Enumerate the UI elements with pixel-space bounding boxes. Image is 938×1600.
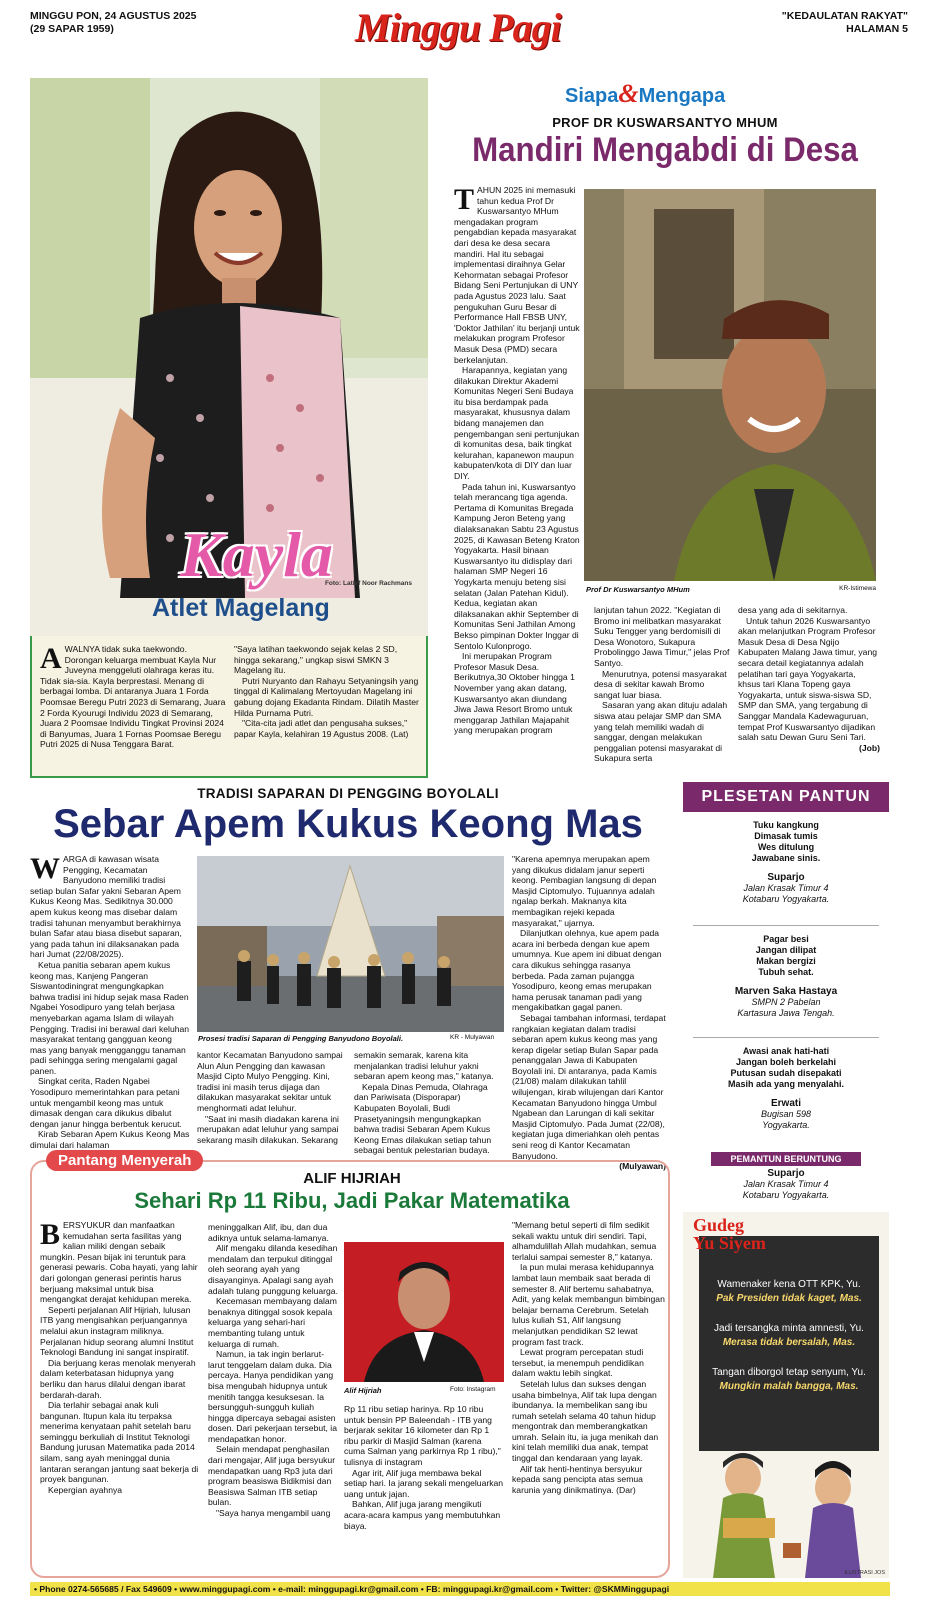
saparan-illustration xyxy=(197,856,504,1032)
pantang-col2-p1: meninggalkan Alif, ibu, dan dua adiknya untuk selama-lamanya. xyxy=(208,1222,329,1243)
saparan-photo-credit: KR - Mulyawan xyxy=(450,1034,495,1041)
masthead-logo: Minggu Pagi xyxy=(355,5,561,50)
pantang-col3-p2: Agar irit, Alif juga membawa bekal setiap hari. Ia jarang sekali mengeluarkan uang untuk jajan. xyxy=(344,1467,504,1499)
saparan-col1-p1 xyxy=(30,854,190,960)
saparan-col2-p2: "Saat ini masih diadakan karena ini merupakan adat leluhur yang sampai sekarang masih dilakukan. Sekarang xyxy=(197,1113,339,1145)
siapa-headline: Mandiri Mengabdi di Desa xyxy=(472,131,858,169)
siapa-col-2 xyxy=(594,605,730,773)
siapa-col3-p2: Untuk tahun 2026 Kuswarsantyo akan melanjutkan Program Profesor Masuk Desa di Desa Ngijo Kabupaten Malang Jawa timur, yang secara detail kegiatannya adalah pelatihan tari gaya Yogyakarta, khsus tari Klana Topeng gaya Yogyakarta, untuk siswa-siswa SD, SMP dan SMA, yang tergabung di Sanggar Mandala Kadewaguruan, tempat Prof Kuswarsantyo dijadikan salah satu Dewan Guru Seni Tari. xyxy=(738,615,878,743)
siapa-col1-p4: Ini merupakan Program Profesor Masuk Desa. Berikutnya,30 Oktober hingga 1 November yang akan datang, Kuswarsantyo akan diundang Jiwa Jawa Resort Bromo untuk menggarap Jathilan Majapahit yang merupakan program xyxy=(454,651,575,736)
pantun-2-address-1: SMPN 2 Pabelan xyxy=(751,997,821,1007)
saparan-kicker: TRADISI SAPARAN DI PENGGING BOYOLALI xyxy=(197,786,499,801)
pantun-1-address-2: Kotabaru Yogyakarta. xyxy=(742,894,830,904)
pantun-1-author: Suparjo xyxy=(767,872,805,883)
kuswarsantyo-illustration xyxy=(584,189,876,581)
pantang-col-2 xyxy=(208,1222,338,1576)
pantang-col4-p4: Setelah lulus dan sukses dengan usaha bimbelnya, Alif tak lupa dengan ibundanya. Ia membelikan sang ibu rumah setelah selama 40 tahun hidup mengontrak dan memberangkatkan umrah. Selain itu, ia juga menikah dan kini telah memiliki dua anak, tempat tinggal dan kendaraan yang layak. xyxy=(512,1378,659,1464)
pantun-2-line-3: Makan bergizi xyxy=(756,956,816,966)
masthead-right-line2: HALAMAN 5 xyxy=(846,23,908,35)
pantang-col1-p4: Dia terlahir sebagai anak kuli bangunan. Itupun kala itu terpaksa menerima kenyataan pahit setelah baru seminggu berkuliah di Institut Teknologi Bandung jurusan Matematika pada 2014 silam, sang ayah meninggal dunia lantaran serangan jantung saat bekerja di proyek bangunan. xyxy=(40,1400,199,1485)
pantun-winner-label: PEMANTUN BERUNTUNG xyxy=(711,1152,861,1166)
saparan-col-3 xyxy=(354,1050,504,1156)
pantang-col2-p5: Selain mendapat penghasilan dari mengajar, Alif juga bersyukur mendapatkan uang Rp3 juta dari program beasiswa Bidikmisi dan Beasiswa Salman ITB setiap bulan. xyxy=(208,1444,336,1508)
saparan-photo xyxy=(197,856,504,1032)
gudeg-q-3: Tangan diborgol tetap senyum, Yu. xyxy=(712,1367,866,1378)
pantun-3-line-1: Awasi anak hati-hati xyxy=(742,1046,830,1056)
alif-illustration xyxy=(344,1242,504,1382)
pantang-col1-p1 xyxy=(40,1220,200,1305)
saparan-sign: (Mulyawan) xyxy=(619,1161,666,1172)
kayla-dropcap: A xyxy=(40,642,62,675)
siapa-col1-p1-text: AHUN 2025 ini memasuki tahun kedua Prof Dr Kuswarsantyo MHum mengadakan program pengabdian kepada masyarakat dari desa ke desa secara mandiri. Hal itu sebagai implementasi diraihnya Gelar Kehormatan sebagai Profesor Bidang Seni Pertunjukan di UNY pada Agustus 2023 lalu. Saat pengukuhan Guru Besar di Performance Hall FBSB UNY, 'Doktor Jathilan' itu berjanji untuk melakukan program Profesor Masuk Desa (PMD) secara berkelanjutan. xyxy=(454,185,580,365)
kayla-col2-p1: "Saya latihan taekwondo sejak kelas 2 SD, hingga sekarang," ungkap siswi SMKN 3 Magelang itu. xyxy=(234,644,398,676)
gudeg-a-1: Pak Presiden tidak kaget, Mas. xyxy=(716,1293,862,1304)
masthead-right-line1: "KEDAULATAN RAKYAT" xyxy=(781,10,908,22)
saparan-col-4 xyxy=(512,854,666,1172)
siapa-sign: (Job) xyxy=(858,742,880,753)
saparan-col2-p1: kantor Kecamatan Banyudono sampai Alun Alun Pengging dan kawasan Masjid Cipto Mulyo Pengging. Kini, tradisi ini masih terus dijaga dan dilakukan masyarakat sekitar untuk menghormati adat leluhur. xyxy=(197,1050,343,1113)
saparan-col-1 xyxy=(30,852,190,1151)
saparan-col4-p2: Dilanjutkan olehnya, kue apem pada acara ini berbeda dengan kue apem umumnya. Kue apem ini dibuat dengan cara dikukus sehingga rasanya berbeda. Pada zaman pujangga Yosodipuro, keong emas merupakan hama perusak tanaman padi yang mengakibatkan gagal panen. xyxy=(512,928,662,1013)
pantun-winner xyxy=(683,1168,889,1201)
gudeg-title xyxy=(693,1216,766,1252)
kayla-col2-p2: Putri Nuryanto dan Rahayu Setyaningsih yang tinggal di Kalimalang Mertoyudan Magelang ini gabung dojang Ekadanta Rindam. Dilatih Master Hilda Purnama Putri. xyxy=(234,675,419,718)
saparan-col4-p3: Sebagai tambahan informasi, terdapat rangkaian kegiatan dalam tradisi sebaran apem kukus keong mas yang kerap digelar setiap Bulan Sapar pada penanggalan Jawa di Kabupaten Boyolali ini. Di antaranya, pada Kamis (21/08) malam dilakukan tahlil wilujengan, kirab wilujengan dari Kantor Kecamatan Banyudono hingga Umbul Ngabean dan Larungan di kali sekitar Masjid Ciptomulyo. Pada Jumat (22/08), kegiatan juga dimeriahkan oleh pentas seni reog di Kantor Kecamatan Banyudono. xyxy=(512,1012,666,1161)
pantang-section xyxy=(30,1152,670,1578)
pantang-col1-p5: Kepergian ayahnya xyxy=(48,1484,123,1495)
kayla-photo-credit: Foto: Latief Noor Rachmans xyxy=(324,580,412,587)
gudeg-a-3: Mungkin malah bangga, Mas. xyxy=(719,1381,859,1392)
pantun-3-address-1: Bugisan 598 xyxy=(760,1109,812,1119)
kayla-col-2 xyxy=(234,644,420,774)
pantun-2-address-2: Kartasura Jawa Tengah. xyxy=(737,1008,835,1018)
pantang-col1-p2: Seperti perjalanan Alif Hijriah, lulusan ITB yang mengisahkan perjuangannya melalui akun instagram miliknya. Perjalanan hidup seorang alumni Institut Teknologi Bandung ini sangat inspiratif. xyxy=(40,1304,194,1358)
siapa-col2-p2: Menurutnya, potensi masyarakat desa di sekitar kawah Bromo sangat luar biasa. xyxy=(594,668,727,700)
siapa-col-1 xyxy=(454,185,580,775)
pantun-winner-address-2: Kotabaru Yogyakarta. xyxy=(742,1190,830,1200)
kayla-subtitle: Atlet Magelang xyxy=(152,594,330,622)
gudeg-dialog xyxy=(699,1278,879,1394)
siapa-photo-caption: Prof Dr Kuswarsantyo MHum xyxy=(586,585,690,594)
pantun-entry-3 xyxy=(683,1046,889,1131)
pantang-col1-p1-text: ERSYUKUR dan manfaatkan kemudahan serta fasilitas yang kalian miliki dengan sebaik mungkin. Pesan bijak ini teruntuk para generasi pewaris. Coba hayati, yang lahir dari golongan generasi perintis harus berjuang maksimal untuk bisa mengangkat derajat kehidupan mereka. xyxy=(40,1220,198,1305)
gudeg-title-2: Yu Siyem xyxy=(693,1233,766,1253)
siapa-col1-p1 xyxy=(454,185,580,365)
kayla-photo xyxy=(30,78,428,638)
saparan-dropcap: W xyxy=(30,852,60,885)
siapa-col-3 xyxy=(738,605,880,773)
pantang-rubric: Pantang Menyerah xyxy=(46,1150,203,1171)
siapa-dropcap: T xyxy=(454,183,475,216)
masthead-date-line1: MINGGU PON, 24 AGUSTUS 2025 xyxy=(30,10,197,22)
footer-text: • Phone 0274-565685 / Fax 549609 • www.minggupagi.com • e-mail: minggupagi.kr@gmail.com • FB: minggupagi.kr@gmail.com • Twitter: @SKMMinggupagi xyxy=(34,1584,670,1594)
gudeg-q-1: Wamenaker kena OTT KPK, Yu. xyxy=(717,1279,861,1290)
pantun-divider-1 xyxy=(693,925,879,926)
saparan-photo-caption: Prosesi tradisi Saparan di Pengging Banyudono Boyolali. xyxy=(198,1034,404,1043)
gudeg-illustration xyxy=(683,1448,889,1578)
saparan-headline: Sebar Apem Kukus Keong Mas xyxy=(53,802,643,846)
kayla-name-title: Kayla xyxy=(180,519,333,590)
pantun-winner-address-1: Jalan Krasak Timur 4 xyxy=(743,1179,829,1189)
siapa-col3-p1: desa yang ada di sekitarnya. xyxy=(738,605,848,615)
siapa-kicker: PROF DR KUSWARSANTYO MHUM xyxy=(552,115,778,130)
siapa-mengapa-section xyxy=(440,79,890,775)
kayla-col-1 xyxy=(40,644,226,774)
saparan-col1-p2: Ketua panitia sebaran apem kukus keong mas, Kanjeng Pangeran Siswantodiningrat mengungkapkan bahwa tradisi ini hidup sejak masa Raden Ngabei Yosodipuro yang telah berjasa menyebarkan agama Islam di wilayah Pengging. Tradisi ini berawal dari keluhan masyarakat tentang gangguan keong mas yang banyak mengganggu tanaman padi sehingga sering mengalami gagal panen. xyxy=(30,959,190,1076)
masthead-date xyxy=(30,10,197,36)
pantun-2-line-1: Pagar besi xyxy=(763,934,809,944)
pantun-3-address-2: Yogyakarta. xyxy=(762,1120,810,1130)
masthead-right xyxy=(782,10,908,36)
pantun-rubric: PLESETAN PANTUN xyxy=(683,782,889,812)
pantang-col4-p2: Ia pun mulai merasa kehidupannya lambat laun membaik saat berada di semester 8. Alif bertemu sahabatnya, Adit, yang kelak membangun bimbingan belajar bernama Cerebrum. Setelah lulus kuliah S1, Alif langsung melanjutkan pendidikan S2 lewat program fast track. xyxy=(512,1262,665,1347)
pantun-entry-2 xyxy=(683,934,889,1019)
pantang-col2-p4: Namun, ia tak ingin berlarut-larut tenggelam dalam duka. Dia percaya. Hanya pendidikan yang bisa mengubah hidupnya untuk menitih tangga kesuksesan. Ia bersungguh-sungguh kuliah hingga dipercaya sebagai asisten dosen. Dari pekerjaan tersebut, ia mendapatkan honor. xyxy=(208,1349,337,1444)
pantun-2-line-2: Jangan dilipat xyxy=(755,945,817,955)
siapa-col1-p3: Pada tahun ini, Kuswarsantyo telah merancang tiga agenda. Pertama di Komunitas Bregada Kampung Jeron Beteng yang dialaksanakan Sabtu 23 Agustus 2025, di Kawasan Beteng Kraton Yogyakarta. Hasil binaan Kuswarsantyo itu didisplay dari halaman SMP Negeri 16 Yogykarta menuju beteng sisi selatan (Jalan Patehan Kidul). Kedua, kegiatan akan dilaksanakan akhir September di Komunitas Seni Jathilan Among Bekso pimpinan Dokter Inggar di Sentolo Kulonprogo. xyxy=(454,481,580,651)
siapa-col2-p3: Sasaran yang akan dituju adalah siswa atau pelajar SMP dan SMA yang telah memiliki wadah di sanggar, dengan melakukan penggalian potensi masyarakat di Sukapura serta xyxy=(594,700,728,764)
pantang-col3-p1: Rp 11 ribu setiap harinya. Rp 10 ribu untuk bensin PP Baleendah - ITB yang berjarak sekitar 16 kilometer dan Rp 1 ribu parkir di Masjid Salman (karena cuma Salman yang parkirnya Rp 1 ribu)," tulisnya di instagram xyxy=(344,1404,501,1467)
saparan-col1-p4: Kirab Sebaran Apem Kukus Keong Mas dimulai dari halaman xyxy=(30,1129,190,1151)
pantang-kicker: ALIF HIJRIAH xyxy=(303,1170,401,1187)
gudeg-title-1: Gudeg xyxy=(693,1215,745,1235)
pantun-divider-2 xyxy=(693,1037,879,1038)
siapa-rubric-a: Siapa xyxy=(565,85,619,107)
pantun-3-author: Erwati xyxy=(770,1098,801,1109)
pantang-col2-p2: Alif mengaku dilanda kesedihan mendalam dan terpukul ditinggal oleh seorang ayah yang disayanginya. Apalagi sang ayah adalah tulang punggung keluarga. xyxy=(208,1243,338,1296)
pantun-1-line-2: Dimasak tumis xyxy=(754,831,818,841)
alif-photo xyxy=(344,1242,504,1382)
saparan-col1-p1-text: ARGA di kawasan wisata Pengging, Kecamatan Banyudono memiliki tradisi setiap bulan Safar yakni Sebaran Apem Kukus Keong Mas. Sedikitnya 30.000 apem kukus keong mas disebar dalam tradisi tahunan menyambut berakhirnya bulan Safar atau biasa disebut saparan, yang pada tahun ini dilaksanakan pada hari Jumat (22/08/2025). xyxy=(30,854,182,960)
pantun-3-line-4: Masih ada yang menyalahi. xyxy=(727,1079,845,1089)
pantun-entry-1 xyxy=(683,820,889,905)
siapa-col2-p1: lanjutan tahun 2022. "Kegiatan di Bromo ini melibatkan masyarakat Suku Tengger yang berdomisili di Desa Wonotoro, Sukapura Probolinggo Jawa Timur," jelas Prof Santyo. xyxy=(594,605,730,668)
pantang-dropcap: B xyxy=(40,1218,61,1251)
pantun-1-line-3: Wes ditulung xyxy=(757,842,815,852)
kayla-col1-text: WALNYA tidak suka taekwondo. Dorongan keluarga membuat Kayla Nur Juveyna menggeluti olahraga keras itu. Tidak sia-sia. Kayla berprestasi. Menang di berbagai lomba. Di antaranya Juara 1 Forda Poomsae Beregu Putri 2023 di Semarang, Juara 2 Forda Kyourugi Individu 2023 di Semarang, Juara 2 Poomsae Individu Tingkat Provinsi 2024 di Banyumas, Juara 1 Fornas Poomsae Beregu Putri 2025 di Nusa Tenggara Barat. xyxy=(40,644,226,750)
pantang-headline: Sehari Rp 11 Ribu, Jadi Pakar Matematika xyxy=(134,1188,570,1213)
pantun-3-line-2: Jangan boleh berkelahi xyxy=(735,1057,837,1067)
gudeg-q-2: Jadi tersangka minta amnesti, Yu. xyxy=(714,1323,864,1334)
gudeg-credit: ILUSTRASI JOS xyxy=(844,1570,885,1576)
saparan-col4-p1: "Karena apemnya merupakan apem yang dikukus didalam janur seperti keong. Pembagian langsung di depan Masjid Ciptomulyo. Tujuannya adalah ngalap berkah. Maknanya kita membagikan rejeki kepada masyarakat," ujarnya. xyxy=(512,854,657,928)
pantang-col3-p3: Bahkan, Alif juga jarang mengikuti acara-acara kampus yang membutuhkan biaya. xyxy=(344,1499,501,1531)
pantun-2-author: Marven Saka Hastaya xyxy=(734,986,838,997)
gudeg-section xyxy=(683,1212,889,1578)
pantang-photo-credit: Foto: Instagram xyxy=(450,1386,496,1393)
pantang-col4-p3: Lewat program percepatan studi tersebut, ia menempuh pendidikan dalam waktu lebih singkat. xyxy=(512,1347,644,1379)
pantun-winner-name: Suparjo xyxy=(767,1168,805,1179)
masthead-date-line2: (29 SAPAR 1959) xyxy=(30,23,114,35)
kayla-col2-p3: "Cita-cita jadi atlet dan pengusaha sukses," papar Kayla, kelahiran 19 Agustus 2008. (Lat) xyxy=(234,718,409,739)
pantang-col-1 xyxy=(40,1220,200,1576)
pantang-col2-p6: "Saya hanya mengambil uang xyxy=(216,1508,331,1519)
siapa-rubric-b: Mengapa xyxy=(638,85,726,107)
siapa-rubric xyxy=(565,79,725,109)
pantang-photo-caption: Alif Hijriah xyxy=(344,1386,382,1395)
pantang-col-4 xyxy=(512,1220,666,1576)
gudeg-a-2: Merasa tidak bersalah, Mas. xyxy=(722,1337,856,1348)
siapa-col1-p2: Harapannya, kegiatan yang dilakukan Direktur Akademi Komunitas Negeri Seni Budaya itu bisa berdampak pada masyarakat, khususnya dalam bidang manajemen dan pengembangan seni pertunjukan di komunitas desa, baik tingkat kelurahan, kapanewon maupun kabupaten/kota di DIY dan luar DIY. xyxy=(454,365,580,482)
pantun-1-line-1: Tuku kangkung xyxy=(753,820,819,830)
saparan-col-2 xyxy=(197,1050,347,1146)
pantang-col4-p5: Alif tak henti-hentinya bersyukur kepada sang pencipta atas semua karunia yang dinikmatinya. (Dar) xyxy=(512,1463,643,1495)
kayla-article-box xyxy=(30,636,428,778)
kuswarsantyo-photo xyxy=(584,189,876,581)
pantang-col4-p1: "Memang betul seperti di film sedikit sekali waktu untuk diri sendiri. Tapi, alhamdulillah Allah mudahkan, semua terlalui sampai semester 8," katanya. xyxy=(512,1220,657,1262)
pantun-section xyxy=(683,782,889,1202)
pantun-2-line-4: Tubuh sehat. xyxy=(758,967,814,977)
saparan-col3-p1: semakin semarak, karena kita menjalankan tradisi leluhur yakni sebaran apem keong mas," katanya. xyxy=(354,1050,494,1082)
pantun-1-line-4: Jawabane sinis. xyxy=(751,853,821,863)
saparan-col3-p2: Kepala Dinas Pemuda, Olahraga dan Pariwisata (Disporapar) Kabupaten Boyolali, Budi Prasetyaningsih mengungkapkan bahwa tradisi Sebaran Apem Kukus Keong Emas dilakukan setiap tahun sebagai bentuk pelestarian budaya. xyxy=(354,1081,492,1156)
footer-bar xyxy=(30,1582,890,1596)
saparan-col1-p3: Singkat cerita, Raden Ngabei Yosodipuro memerintahkan para petani untuk mengambil keong mas untuk dimasak dengan cara dikukus dibalut dengan janur hingga berbentuk kerucut. xyxy=(30,1076,182,1129)
pantun-3-line-3: Putusan sudah disepakati xyxy=(730,1068,842,1078)
siapa-rubric-amp: & xyxy=(618,79,639,108)
pantang-col-3 xyxy=(344,1404,504,1576)
siapa-photo-credit: KR-Istimewa xyxy=(839,585,876,592)
pantun-1-address-1: Jalan Krasak Timur 4 xyxy=(743,883,829,893)
pantang-col1-p3: Dia berjuang keras menolak menyerah dalam keterbatasan hidupnya yang berliku dan harus dilalui dengan ibarat berdarah-darah. xyxy=(40,1357,196,1400)
pantang-col2-p3: Kecemasan membayang dalam benaknya ditinggal sosok kepala keluarga yang sehari-hari membanting tulang untuk keluarga di rumah. xyxy=(208,1296,337,1349)
